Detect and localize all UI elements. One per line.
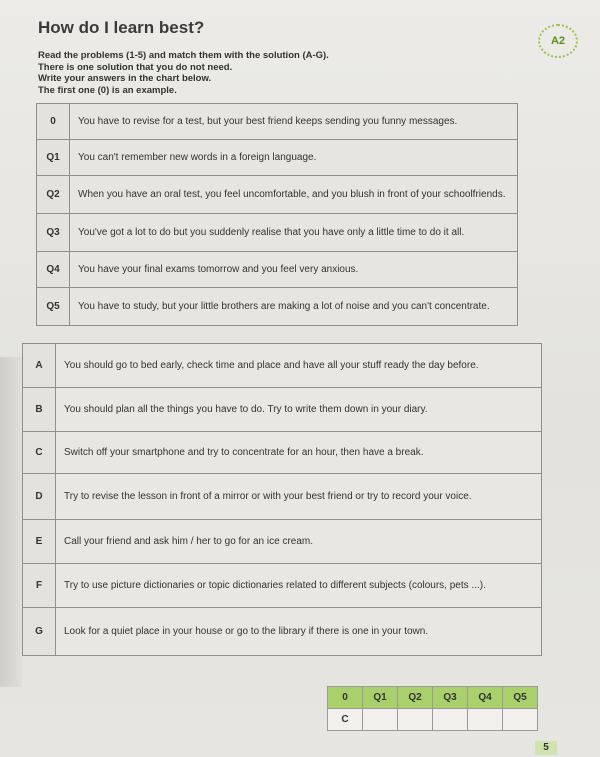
solution-key: A — [23, 344, 56, 388]
answer-header-cell: Q3 — [433, 687, 468, 709]
solution-text: Try to revise the lesson in front of a mirror or with your best friend or try to record your voice. — [56, 474, 542, 520]
answer-cell[interactable] — [468, 709, 503, 731]
problem-key: Q3 — [37, 214, 70, 252]
problem-key: Q4 — [37, 252, 70, 288]
problem-text: You have to study, but your little brothers are making a lot of noise and you can't concentrate. — [70, 288, 518, 326]
solutions-table — [22, 343, 542, 656]
answer-header-cell: Q5 — [503, 687, 538, 709]
problem-row — [37, 176, 518, 214]
answer-header-cell: Q1 — [363, 687, 398, 709]
page-number: 5 — [535, 741, 557, 755]
solution-row — [23, 474, 542, 520]
answer-cell[interactable] — [398, 709, 433, 731]
problem-text: When you have an oral test, you feel uncomfortable, and you blush in front of your schoolfriends. — [70, 176, 518, 214]
page-title: How do I learn best? — [38, 18, 205, 37]
answer-cell[interactable] — [433, 709, 468, 731]
solution-key: E — [23, 520, 56, 564]
answer-header-cell: Q4 — [468, 687, 503, 709]
page-edge-shadow — [0, 357, 22, 687]
problem-row — [37, 214, 518, 252]
problem-text: You have to revise for a test, but your best friend keeps sending you funny messages. — [70, 104, 518, 140]
instruction-line: Write your answers in the chart below. — [38, 73, 212, 84]
answer-chart-header — [328, 687, 538, 709]
solution-key: G — [23, 608, 56, 656]
solution-text: Call your friend and ask him / her to go for an ice cream. — [56, 520, 542, 564]
level-badge: A2 — [538, 24, 578, 58]
problem-key: 0 — [37, 104, 70, 140]
solution-text: Look for a quiet place in your house or go to the library if there is one in your town. — [56, 608, 542, 656]
instruction-line: Read the problems (1-5) and match them with the solution (A-G). — [38, 50, 329, 61]
problem-row — [37, 252, 518, 288]
answer-chart-values — [328, 709, 538, 731]
solution-row — [23, 608, 542, 656]
problem-text: You can't remember new words in a foreign language. — [70, 140, 518, 176]
answer-chart — [327, 686, 538, 731]
instructions — [38, 50, 438, 96]
problem-row — [37, 140, 518, 176]
problem-row — [37, 288, 518, 326]
problems-table — [36, 103, 518, 326]
instruction-line: There is one solution that you do not need. — [38, 61, 233, 73]
solution-text: Switch off your smartphone and try to concentrate for an hour, then have a break. — [56, 432, 542, 474]
answer-header-cell: Q2 — [398, 687, 433, 709]
answer-cell[interactable] — [503, 709, 538, 731]
problem-text: You have your final exams tomorrow and you feel very anxious. — [70, 252, 518, 288]
solution-row — [23, 520, 542, 564]
solution-row — [23, 564, 542, 608]
problem-key: Q5 — [37, 288, 70, 326]
instruction-line: The first one (0) is an example. — [38, 84, 177, 96]
problem-key: Q2 — [37, 176, 70, 214]
solution-key: D — [23, 474, 56, 520]
solution-text: You should go to bed early, check time and place and have all your stuff ready the day before. — [56, 344, 542, 388]
problem-text: You've got a lot to do but you suddenly realise that you have only a little time to do it all. — [70, 214, 518, 252]
solution-key: B — [23, 388, 56, 432]
answer-cell: C — [328, 709, 363, 731]
solution-key: C — [23, 432, 56, 474]
solution-row — [23, 344, 542, 388]
solution-row — [23, 432, 542, 474]
answer-cell[interactable] — [363, 709, 398, 731]
solution-text: Try to use picture dictionaries or topic dictionaries related to different subjects (colours, pets ...). — [56, 564, 542, 608]
problem-key: Q1 — [37, 140, 70, 176]
solution-key: F — [23, 564, 56, 608]
answer-header-cell: 0 — [328, 687, 363, 709]
solution-text: You should plan all the things you have to do. Try to write them down in your diary. — [56, 388, 542, 432]
solution-row — [23, 388, 542, 432]
problem-row — [37, 104, 518, 140]
